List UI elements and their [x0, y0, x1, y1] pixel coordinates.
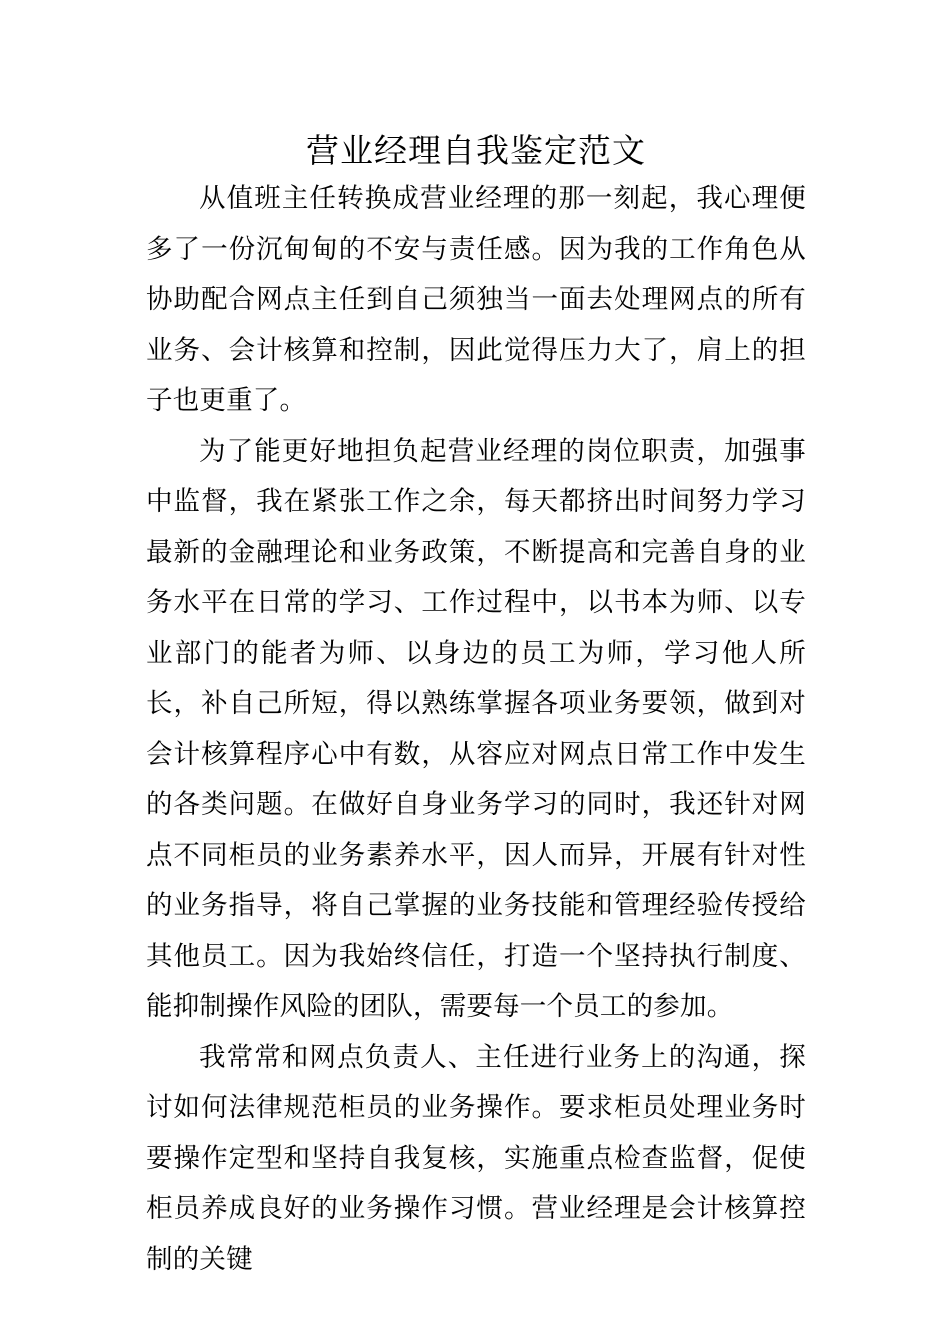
- paragraph-1: 从值班主任转换成营业经理的那一刻起，我心理便多了一份沉甸甸的不安与责任感。因为我的工作角色从协助配合网点主任到自己须独当一面去处理网点的所有业务、会计核算和控制，因此觉得压力大了，肩上的担子也更重了。: [146, 183, 806, 416]
- paragraph-3: 我常常和网点负责人、主任进行业务上的沟通，探讨如何法律规范柜员的业务操作。要求柜员处理业务时要操作定型和坚持自我复核，实施重点检查监督，促使柜员养成良好的业务操作习惯。营业经理是会计核算控制的关键: [146, 1041, 806, 1275]
- document-page: [146, 128, 806, 1285]
- paragraph-2: 为了能更好地担负起营业经理的岗位职责，加强事中监督，我在紧张工作之余，每天都挤出时间努力学习最新的金融理论和业务政策，不断提高和完善自身的业务水平在日常的学习、工作过程中，以书本为师、以专业部门的能者为师、以身边的员工为师，学习他人所长，补自己所短，得以熟练掌握各项业务要领，做到对会计核算程序心中有数，从容应对网点日常工作中发生的各类问题。在做好自身业务学习的同时，我还针对网点不同柜员的业务素养水平，因人而异，开展有针对性的业务指导，将自己掌握的业务技能和管理经验传授给其他员工。因为我始终信任，打造一个坚持执行制度、能抑制操作风险的团队，需要每一个员工的参加。: [146, 435, 806, 1022]
- document-title: 营业经理自我鉴定范文: [306, 131, 646, 170]
